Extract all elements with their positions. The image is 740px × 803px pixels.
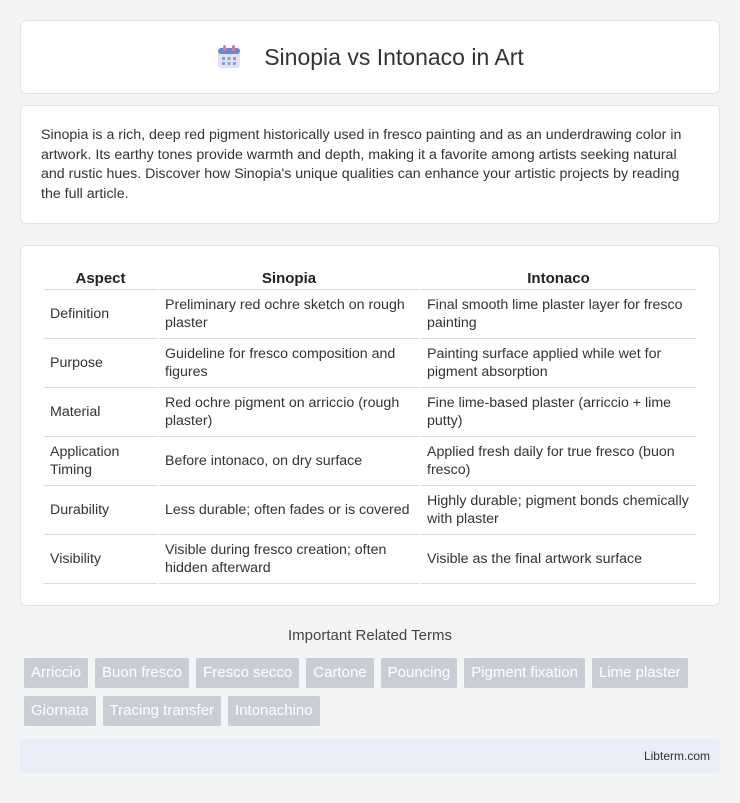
footer-site-link[interactable]: Libterm.com bbox=[643, 749, 710, 763]
related-terms-title: Important Related Terms bbox=[288, 627, 452, 644]
header-card bbox=[20, 20, 720, 94]
calendar-icon bbox=[216, 44, 242, 70]
cell-sinopia: Preliminary red ochre sketch on rough plaster bbox=[159, 289, 419, 338]
table-row bbox=[44, 485, 696, 534]
term-tag-buon-fresco[interactable]: Buon fresco bbox=[95, 658, 189, 688]
table-row bbox=[44, 436, 696, 485]
header-aspect: Aspect bbox=[75, 270, 126, 287]
cell-sinopia: Less durable; often fades or is covered bbox=[159, 485, 419, 534]
term-tag-arriccio[interactable]: Arriccio bbox=[24, 658, 88, 688]
cell-aspect: Durability bbox=[44, 485, 157, 534]
cell-intonaco: Visible as the final artwork surface bbox=[421, 534, 696, 584]
page-title: Sinopia vs Intonaco in Art bbox=[264, 43, 524, 70]
header-sinopia: Sinopia bbox=[261, 270, 317, 287]
cell-intonaco: Painting surface applied while wet for pigment absorption bbox=[421, 338, 696, 387]
term-tag-tracing-transfer[interactable]: Tracing transfer bbox=[103, 696, 221, 726]
term-tag-fresco-secco[interactable]: Fresco secco bbox=[196, 658, 299, 688]
term-tag-pigment-fixation[interactable]: Pigment fixation bbox=[464, 658, 585, 688]
cell-intonaco: Final smooth lime plaster layer for fresco painting bbox=[421, 289, 696, 338]
term-tag-cartone[interactable]: Cartone bbox=[306, 658, 373, 688]
comparison-card bbox=[20, 245, 720, 606]
comparison-table bbox=[42, 266, 698, 584]
cell-aspect: Material bbox=[44, 387, 157, 436]
header-intonaco: Intonaco bbox=[527, 270, 590, 287]
cell-aspect: Application Timing bbox=[44, 436, 157, 485]
table-row bbox=[44, 338, 696, 387]
cell-sinopia: Red ochre pigment on arriccio (rough plaster) bbox=[159, 387, 419, 436]
table-header-row bbox=[44, 266, 696, 289]
cell-aspect: Visibility bbox=[44, 534, 157, 584]
table-row bbox=[44, 289, 696, 338]
term-tag-lime-plaster[interactable]: Lime plaster bbox=[592, 658, 688, 688]
intro-card bbox=[20, 105, 720, 224]
cell-sinopia: Guideline for fresco composition and figures bbox=[159, 338, 419, 387]
cell-aspect: Definition bbox=[44, 289, 157, 338]
intro-text: Sinopia is a rich, deep red pigment historically used in fresco painting and as an underdrawing color in artwork. Its earthy tones provide warmth and depth, making it a favorite among artists seeking natural and rustic hues. Discover how Sinopia's unique qualities can enhance your artistic projects by reading the full article. bbox=[41, 127, 682, 202]
term-tag-giornata[interactable]: Giornata bbox=[24, 696, 96, 726]
cell-intonaco: Applied fresh daily for true fresco (buon fresco) bbox=[421, 436, 696, 485]
term-tag-intonachino[interactable]: Intonachino bbox=[228, 696, 320, 726]
term-tag-pouncing[interactable]: Pouncing bbox=[381, 658, 458, 688]
table-row bbox=[44, 387, 696, 436]
related-terms-list bbox=[24, 658, 724, 734]
cell-sinopia: Visible during fresco creation; often hidden afterward bbox=[159, 534, 419, 584]
cell-sinopia: Before intonaco, on dry surface bbox=[159, 436, 419, 485]
table-row bbox=[44, 534, 696, 584]
cell-intonaco: Fine lime-based plaster (arriccio + lime putty) bbox=[421, 387, 696, 436]
cell-aspect: Purpose bbox=[44, 338, 157, 387]
footer bbox=[20, 739, 720, 773]
cell-intonaco: Highly durable; pigment bonds chemically with plaster bbox=[421, 485, 696, 534]
